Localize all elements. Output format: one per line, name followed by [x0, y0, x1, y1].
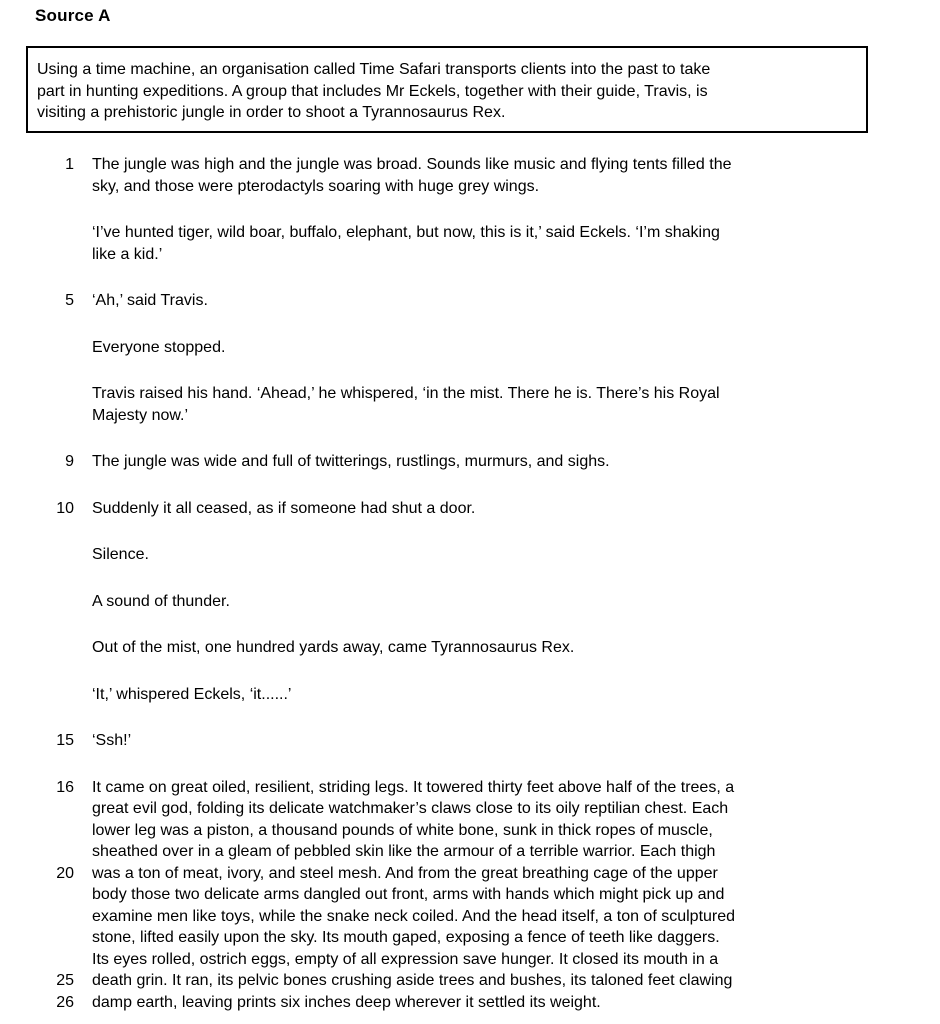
line-number: 9: [65, 453, 74, 470]
line-text: Out of the mist, one hundred yards away, came Tyrannosaurus Rex.: [92, 639, 575, 656]
line-number: [0, 884, 74, 906]
line-text: lower leg was a piston, a thousand pounds of white bone, sunk in thick ropes of muscle,: [92, 821, 713, 839]
passage-line: [0, 684, 940, 706]
passage-line: [0, 884, 940, 906]
paragraph: [0, 451, 940, 473]
line-text: ‘Ah,’ said Travis.: [92, 292, 208, 309]
paragraph: [0, 730, 940, 752]
paragraph: [0, 544, 940, 566]
passage-line: [0, 730, 940, 752]
passage-line: [0, 777, 940, 799]
passage-line: [0, 544, 940, 566]
line-number: [0, 906, 74, 928]
passage-line: [0, 820, 940, 842]
line-number: [0, 591, 74, 613]
passage-line: [0, 498, 940, 520]
line-text: like a kid.’: [92, 245, 163, 263]
line-text: A sound of thunder.: [92, 592, 230, 610]
passage-line: [0, 222, 940, 244]
paragraph: [0, 222, 940, 265]
line-text: great evil god, folding its delicate watchmaker’s claws close to its oily reptilian chest. Each: [92, 800, 729, 817]
passage-line: [0, 405, 940, 427]
passage-line: [0, 176, 940, 198]
intro-box-line: visiting a prehistoric jungle in order to shoot a Tyrannosaurus Rex.: [37, 104, 506, 121]
line-text: The jungle was high and the jungle was broad. Sounds like music and flying tents filled the: [92, 156, 732, 173]
paragraph: [0, 290, 940, 312]
passage-line: [0, 637, 940, 659]
line-text: Travis raised his hand. ‘Ahead,’ he whispered, ‘in the mist. There he is. There’s his Royal: [92, 385, 720, 402]
line-number: [0, 798, 74, 820]
paragraph: [0, 637, 940, 659]
line-number: [0, 405, 74, 427]
line-number: [0, 544, 74, 566]
passage-line: [0, 841, 940, 863]
passage: [0, 154, 940, 1013]
line-text: death grin. It ran, its pelvic bones crushing aside trees and bushes, its taloned feet clawing: [92, 972, 733, 989]
paragraph: [0, 777, 940, 1014]
line-number: [0, 222, 74, 244]
line-text: sky, and those were pterodactyls soaring with huge grey wings.: [92, 177, 540, 195]
line-text: damp earth, leaving prints six inches deep wherever it settled its weight.: [92, 993, 601, 1011]
line-number: 15: [56, 732, 74, 749]
passage-line: [0, 290, 940, 312]
passage-line: [0, 927, 940, 949]
passage-line: [0, 591, 940, 613]
paragraph: [0, 337, 940, 359]
passage-line: [0, 798, 940, 820]
line-text: Silence.: [92, 546, 149, 563]
passage-line: [0, 992, 940, 1014]
line-number: [0, 820, 74, 842]
line-text: The jungle was wide and full of twitterings, rustlings, murmurs, and sighs.: [92, 453, 610, 470]
passage-line: [0, 863, 940, 885]
line-text: ‘I’ve hunted tiger, wild boar, buffalo, elephant, but now, this is it,’ said Eckels. ‘I’m shaking: [92, 224, 720, 241]
paragraph: [0, 383, 940, 426]
line-number: [0, 383, 74, 405]
line-number: 1: [65, 156, 74, 173]
line-text: Majesty now.’: [92, 406, 189, 424]
line-text: stone, lifted easily upon the sky. Its mouth gaped, exposing a fence of teeth like daggers.: [92, 929, 720, 946]
line-text: ‘Ssh!’: [92, 732, 132, 749]
line-number: [0, 841, 74, 863]
line-text: body those two delicate arms dangled out front, arms with hands which might pick up and: [92, 886, 725, 903]
passage-line: [0, 154, 940, 176]
passage-line: [0, 337, 940, 359]
line-text: sheathed over in a gleam of pebbled skin like the armour of a terrible warrior. Each thigh: [92, 843, 716, 860]
line-text: Suddenly it all ceased, as if someone had shut a door.: [92, 499, 476, 517]
passage-line: [0, 451, 940, 473]
line-number: [0, 244, 74, 266]
passage-line: [0, 906, 940, 928]
line-number: 10: [56, 499, 74, 517]
line-number: [0, 637, 74, 659]
line-text: Everyone stopped.: [92, 338, 226, 356]
passage-line: [0, 949, 940, 971]
line-number: 25: [56, 972, 74, 989]
passage-line: [0, 970, 940, 992]
line-number: [0, 337, 74, 359]
line-text: Its eyes rolled, ostrich eggs, empty of all expression save hunger. It closed its mouth in a: [92, 950, 719, 968]
line-number: [0, 684, 74, 706]
line-number: 16: [56, 778, 74, 796]
page-title: Source A: [35, 6, 111, 25]
paragraph: [0, 154, 940, 197]
line-text: was a ton of meat, ivory, and steel mesh. And from the great breathing cage of the upper: [92, 864, 718, 882]
line-number: 5: [65, 292, 74, 309]
paragraph: [0, 498, 940, 520]
line-text: It came on great oiled, resilient, striding legs. It towered thirty feet above half of the trees, a: [92, 778, 735, 796]
intro-box-line: Using a time machine, an organisation called Time Safari transports clients into the past to take: [37, 61, 711, 78]
line-number: 26: [56, 993, 74, 1011]
paragraph: [0, 684, 940, 706]
line-number: [0, 949, 74, 971]
passage-line: [0, 383, 940, 405]
line-text: examine men like toys, while the snake neck coiled. And the head itself, a ton of sculptured: [92, 907, 736, 925]
line-number: 20: [56, 864, 74, 882]
line-text: ‘It,’ whispered Eckels, ‘it......’: [92, 685, 292, 703]
source-intro-box: [26, 46, 868, 133]
passage-line: [0, 244, 940, 266]
line-number: [0, 176, 74, 198]
line-number: [0, 927, 74, 949]
intro-box-line: part in hunting expeditions. A group that includes Mr Eckels, together with their guide, Travis, is: [37, 82, 708, 100]
paragraph: [0, 591, 940, 613]
